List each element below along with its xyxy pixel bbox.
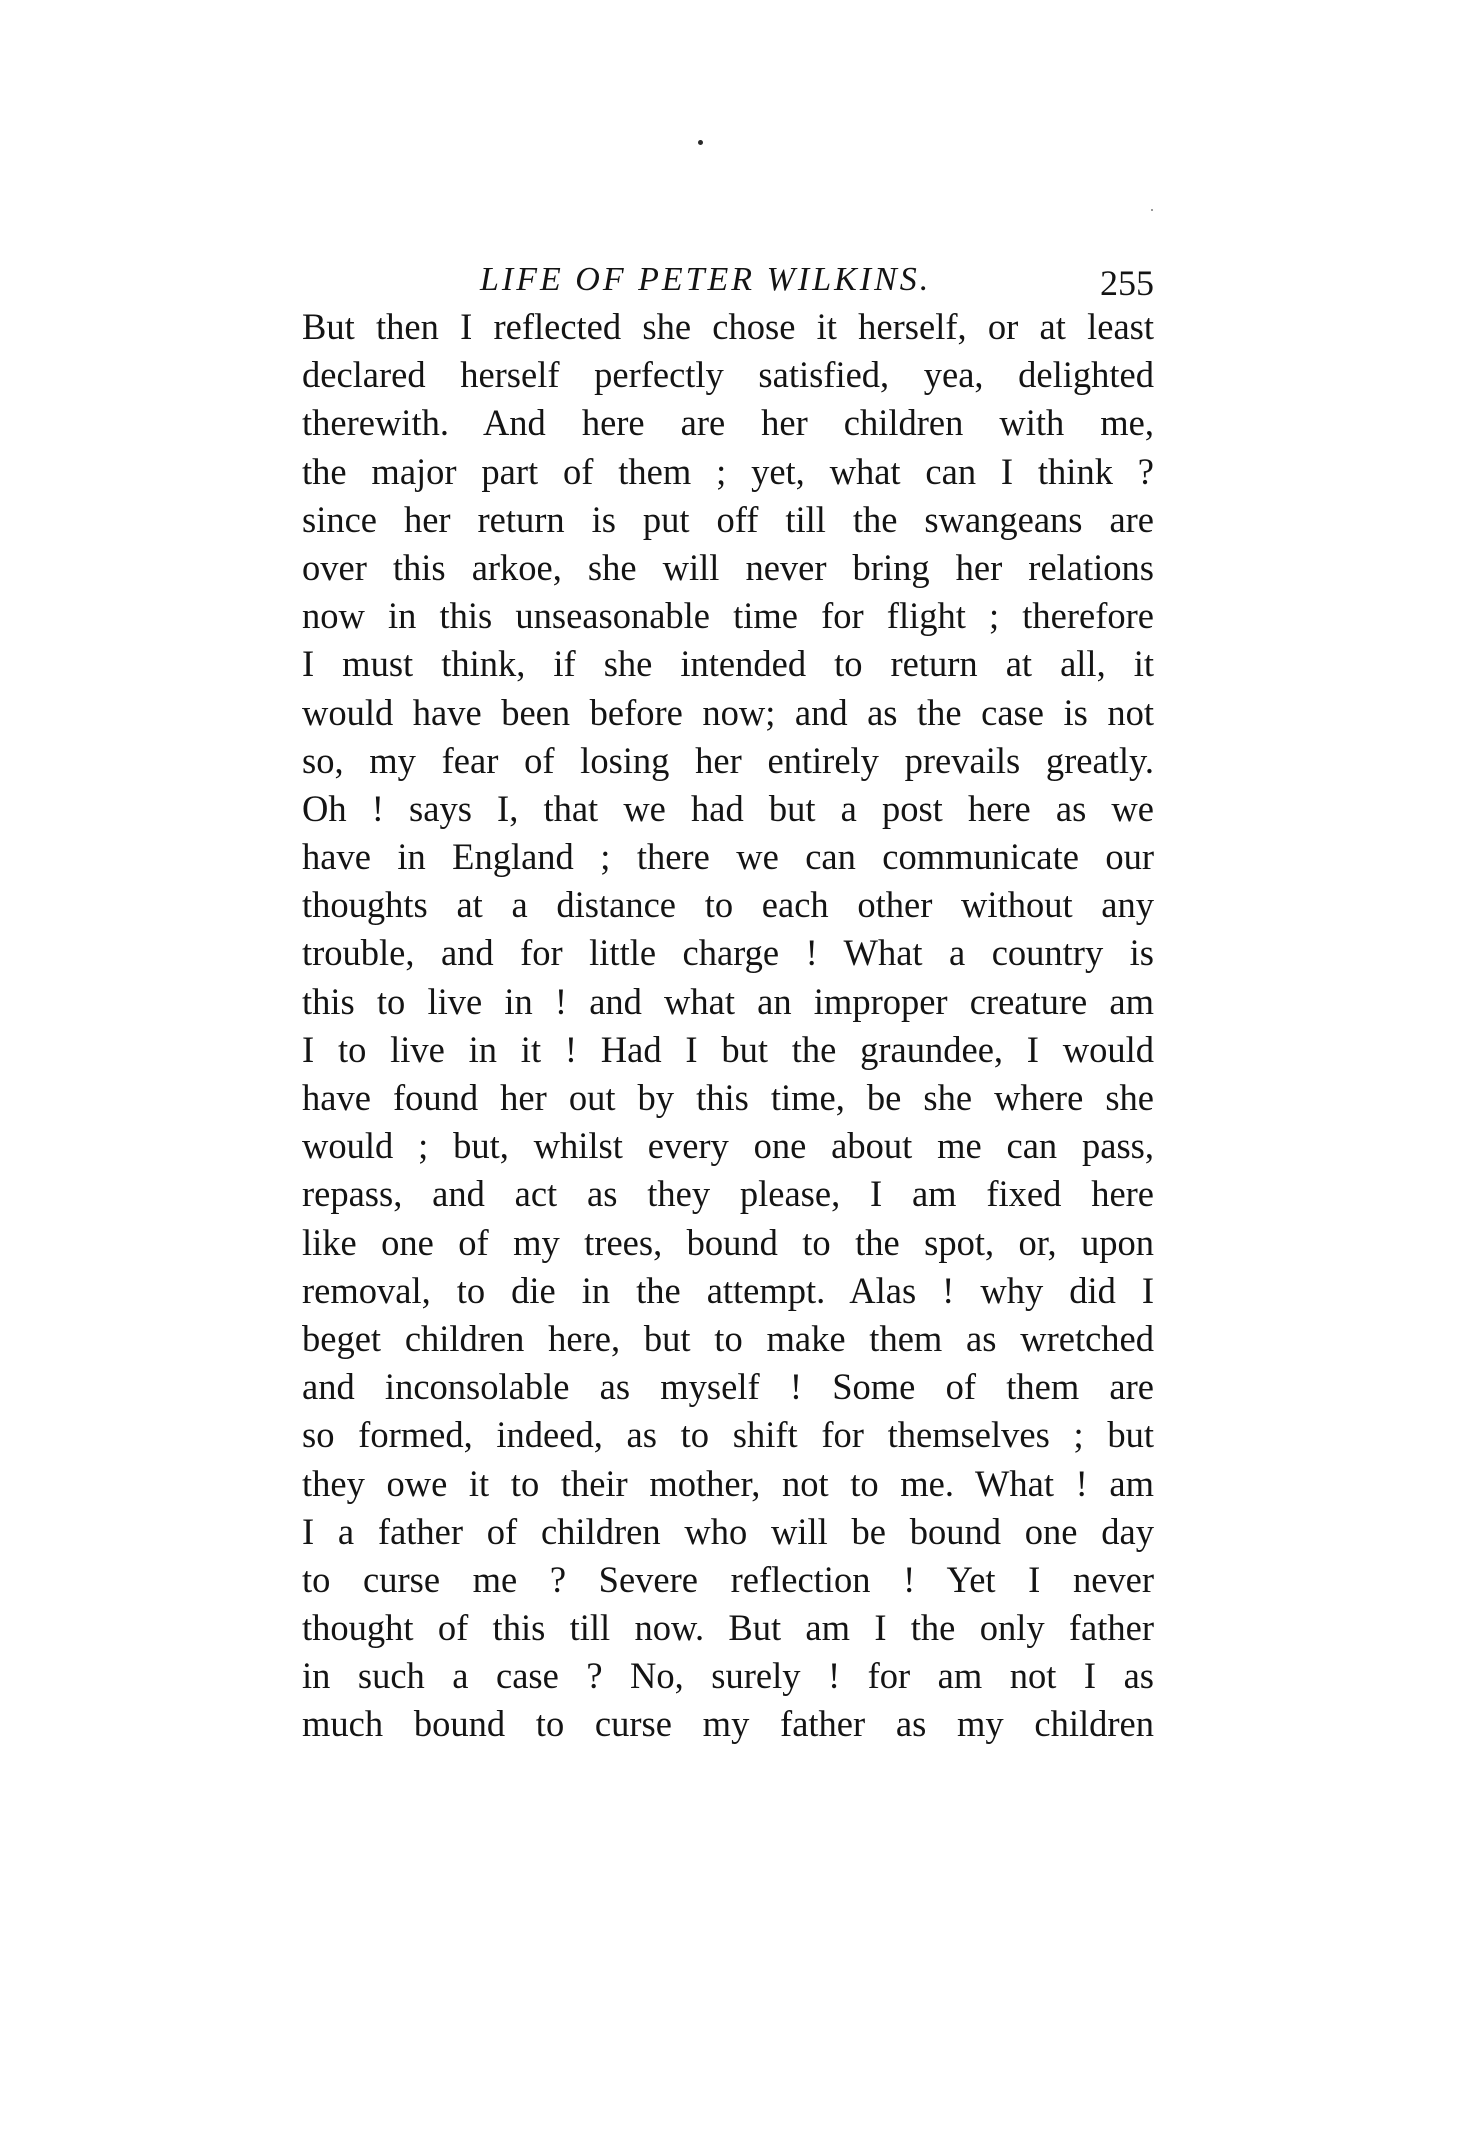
text-line: have in England ; there we can communicate our (302, 836, 1154, 878)
text-line: trouble, and for little charge ! What a country is (302, 932, 1154, 974)
text-line: in such a case ? No, surely ! for am not I as (302, 1655, 1154, 1697)
text-line: would ; but, whilst every one about me can pass, (302, 1125, 1154, 1167)
ink-speck (1151, 209, 1153, 211)
text-line: they owe it to their mother, not to me. What ! am (302, 1462, 1154, 1504)
text-line: I must think, if she intended to return at all, it (302, 643, 1154, 685)
text-line: But then I reflected she chose it herself, or at least (302, 306, 1154, 347)
text-line: and inconsolable as myself ! Some of them are (302, 1366, 1154, 1408)
text-line: since her return is put off till the swangeans are (302, 498, 1154, 540)
text-line: would have been before now; and as the case is not (302, 691, 1154, 733)
text-line: the major part of them ; yet, what can I think ? (302, 450, 1154, 492)
body-text (302, 303, 1154, 1749)
text-line: this to live in ! and what an improper creature am (302, 980, 1154, 1022)
text-line: so, my fear of losing her entirely prevails greatly. (302, 739, 1154, 781)
text-line: I a father of children who will be bound one day (302, 1510, 1154, 1552)
text-line: removal, to die in the attempt. Alas ! why did I (302, 1269, 1154, 1311)
text-line: so formed, indeed, as to shift for themselves ; but (302, 1414, 1154, 1456)
page-header (306, 255, 1154, 305)
page-number: 255 (1100, 263, 1154, 303)
text-line: beget children here, but to make them as wretched (302, 1317, 1154, 1359)
text-line: like one of my trees, bound to the spot, or, upon (302, 1221, 1154, 1263)
text-line: now in this unseasonable time for flight ; therefore (302, 595, 1154, 637)
text-line: declared herself perfectly satisfied, yea, delighted (302, 354, 1154, 396)
text-line: thought of this till now. But am I the only father (302, 1607, 1154, 1649)
text-line: Oh ! says I, that we had but a post here as we (302, 787, 1154, 829)
text-line: have found her out by this time, be she where she (302, 1077, 1154, 1118)
text-line: thoughts at a distance to each other without any (302, 884, 1154, 926)
text-line: much bound to curse my father as my children (302, 1703, 1154, 1745)
text-line: I to live in it ! Had I but the graundee, I would (302, 1028, 1154, 1070)
text-line: over this arkoe, she will never bring her relations (302, 546, 1154, 588)
ink-speck (698, 140, 703, 145)
text-line: to curse me ? Severe reflection ! Yet I never (302, 1558, 1154, 1600)
text-line: repass, and act as they please, I am fixed here (302, 1173, 1154, 1215)
running-title: LIFE OF PETER WILKINS. (480, 261, 932, 298)
text-line: therewith. And here are her children with me, (302, 402, 1154, 444)
